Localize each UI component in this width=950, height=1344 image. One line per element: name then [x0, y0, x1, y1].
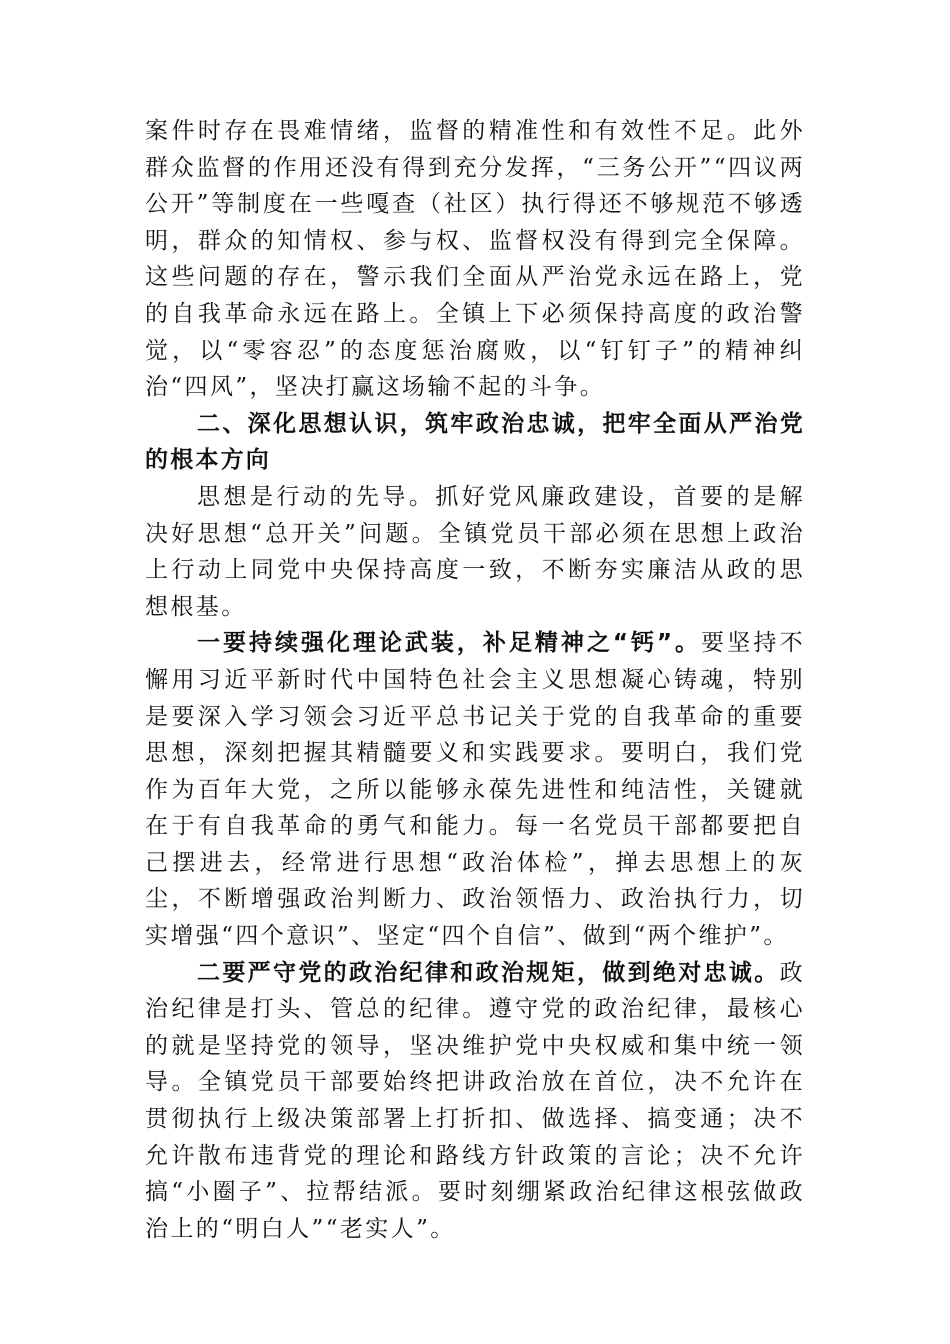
section-heading-2: 二、深化思想认识，筑牢政治忠诚，把牢全面从严治党的根本方向	[145, 410, 805, 474]
paragraph-theory-armament	[145, 625, 805, 954]
paragraph-thought-guide: 思想是行动的先导。抓好党风廉政建设，首要的是解决好思想“总开关”问题。全镇党员干部必须在思想上政治上行动上同党中央保持高度一致，不断夯实廉洁从政的思想根基。	[145, 483, 805, 620]
paragraph-lead-1: 一要持续强化理论武装，补足精神之“钙”。	[197, 630, 702, 657]
paragraph-body-2: 政治纪律是打头、管总的纪律。遵守党的政治纪律，最核心的就是坚持党的领导，坚决维护党中央权威和集中统一领导。全镇党员干部要始终把讲政治放在首位，决不允许在贯彻执行上级决策部署上打折扣、做选择、搞变通；决不允许散布违背党的理论和路线方针政策的言论；决不允许搞“小圈子”、拉帮结派。要时刻绷紧政治纪律这根弦做政治上的“明白人”“老实人”。	[145, 959, 805, 1242]
paragraph-political-discipline	[145, 955, 805, 1248]
paragraph-lead-2: 二要严守党的政治纪律和政治规矩，做到绝对忠诚。	[197, 959, 780, 986]
paragraph-body-1: 要坚持不懈用习近平新时代中国特色社会主义思想凝心铸魂，特别是要深入学习领会习近平总书记关于党的自我革命的重要思想，深刻把握其精髓要义和实践要求。要明白，我们党作为百年大党，之所以能够永葆先进性和纯洁性，关键就在于有自我革命的勇气和能力。每一名党员干部都要把自己摆进去，经常进行思想“政治体检”，掸去思想上的灰尘，不断增强政治判断力、政治领悟力、政治执行力，切实增强“四个意识”、坚定“四个自信”、做到“两个维护”。	[145, 630, 805, 950]
document-page	[145, 113, 805, 1247]
paragraph-intro-continuation: 案件时存在畏难情绪，监督的精准性和有效性不足。此外群众监督的作用还没有得到充分发挥，“三务公开”“四议两公开”等制度在一些嘎查（社区）执行得还不够规范不够透明，群众的知情权、参与权、监督权没有得到完全保障。这些问题的存在，警示我们全面从严治党永远在路上，党的自我革命永远在路上。全镇上下必须保持高度的政治警觉，以“零容忍”的态度惩治腐败，以“钉钉子”的精神纠治“四风”，坚决打赢这场输不起的斗争。	[145, 118, 805, 401]
